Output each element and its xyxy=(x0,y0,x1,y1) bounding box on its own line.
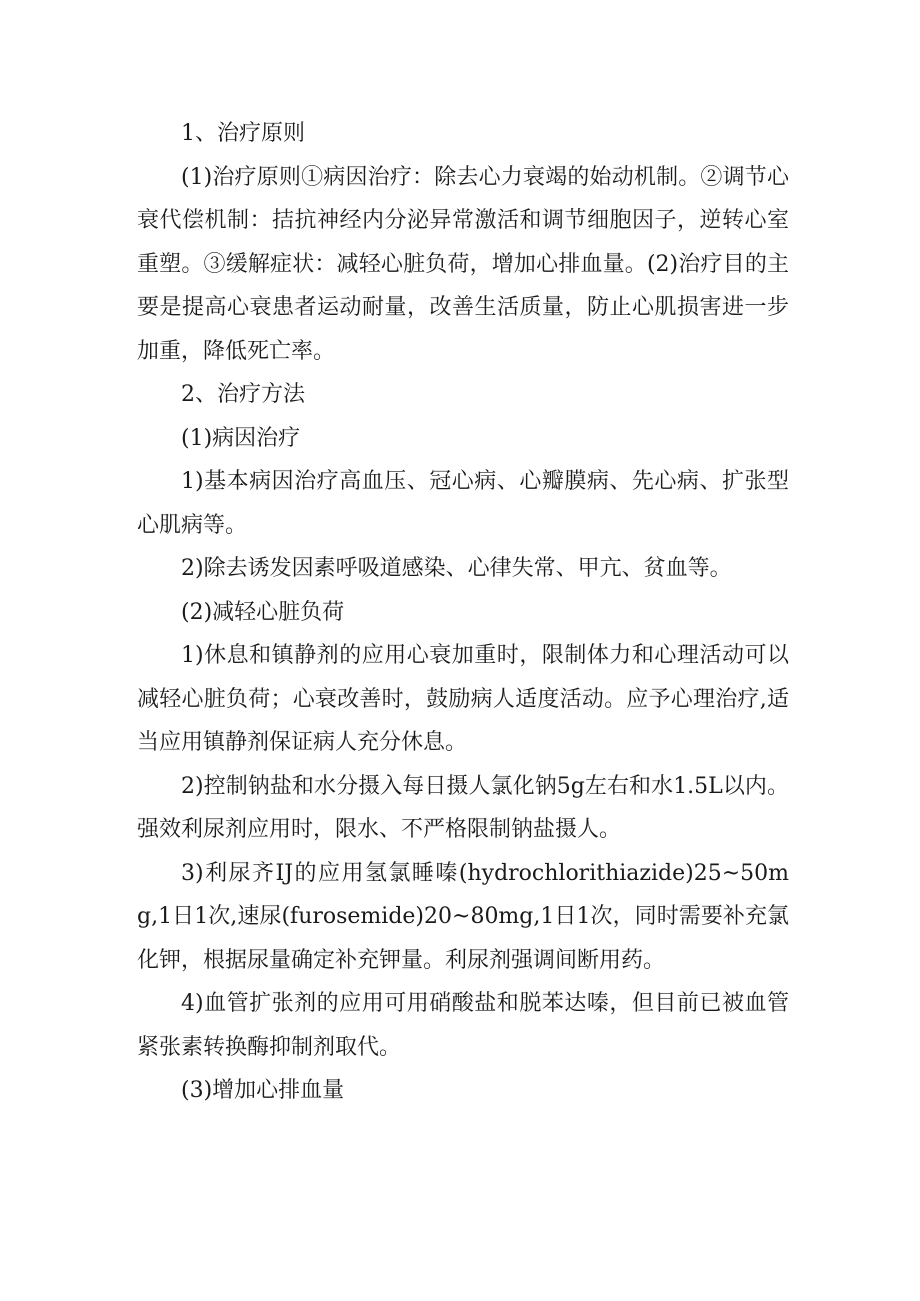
paragraph-basic-cause-treatment: 1)基本病因治疗高血压、冠心病、心瓣膜病、先心病、扩张型心肌病等。 xyxy=(137,469,789,538)
subheading-reduce-cardiac-load: (2)减轻心脏负荷 xyxy=(181,599,345,625)
paragraph-remove-triggers: 2)除去诱发因素呼吸道感染、心律失常、甲亢、贫血等。 xyxy=(181,556,732,581)
paragraph-treatment-principles: (1)治疗原则①病因治疗：除去心力衰竭的始动机制。②调节心衰代偿机制：拮抗神经内分泌异常激活和调节细胞因子，逆转心室重塑。③缓解症状：减轻心脏负荷，增加心排血量。(2)治疗目的主要是提高心衰患者运动耐量，改善生活质量，防止心肌损害进一步加重，降低死亡率。 xyxy=(137,164,789,364)
paragraph-rest-and-sedatives: 1)休息和镇静剂的应用心衰加重时，限制体力和心理活动可以减轻心脏负荷；心衰改善时，鼓励病人适度活动。应予心理治疗,适当应用镇静剂保证病人充分休息。 xyxy=(137,643,789,755)
paragraph-diuretics: 3)利尿齐IJ的应用氢氯睡嗪(hydrochlorithiazide)25~50mg,1日1次,速尿(furosemide)20~80mg,1日1次，同时需要补充氯化钾，根据尿量确定补充钾量。利尿剂强调间断用药。 xyxy=(137,860,789,973)
paragraph-vasodilators: 4)血管扩张剂的应用可用硝酸盐和脱苯达嗪，但目前已被血管紧张素转换酶抑制剂取代。 xyxy=(137,991,789,1060)
section-heading-treatment-principles: 1、治疗原则 xyxy=(181,121,305,146)
paragraph-sodium-water-control: 2)控制钠盐和水分摄入每日摄人氯化钠5g左右和水1.5L以内。强效利尿剂应用时，限水、不严格限制钠盐摄人。 xyxy=(137,773,789,842)
section-heading-treatment-methods: 2、治疗方法 xyxy=(181,382,305,407)
document-page xyxy=(137,112,789,1113)
subheading-increase-cardiac-output: (3)增加心排血量 xyxy=(181,1078,345,1103)
subheading-etiological-treatment: (1)病因治疗 xyxy=(181,425,301,451)
